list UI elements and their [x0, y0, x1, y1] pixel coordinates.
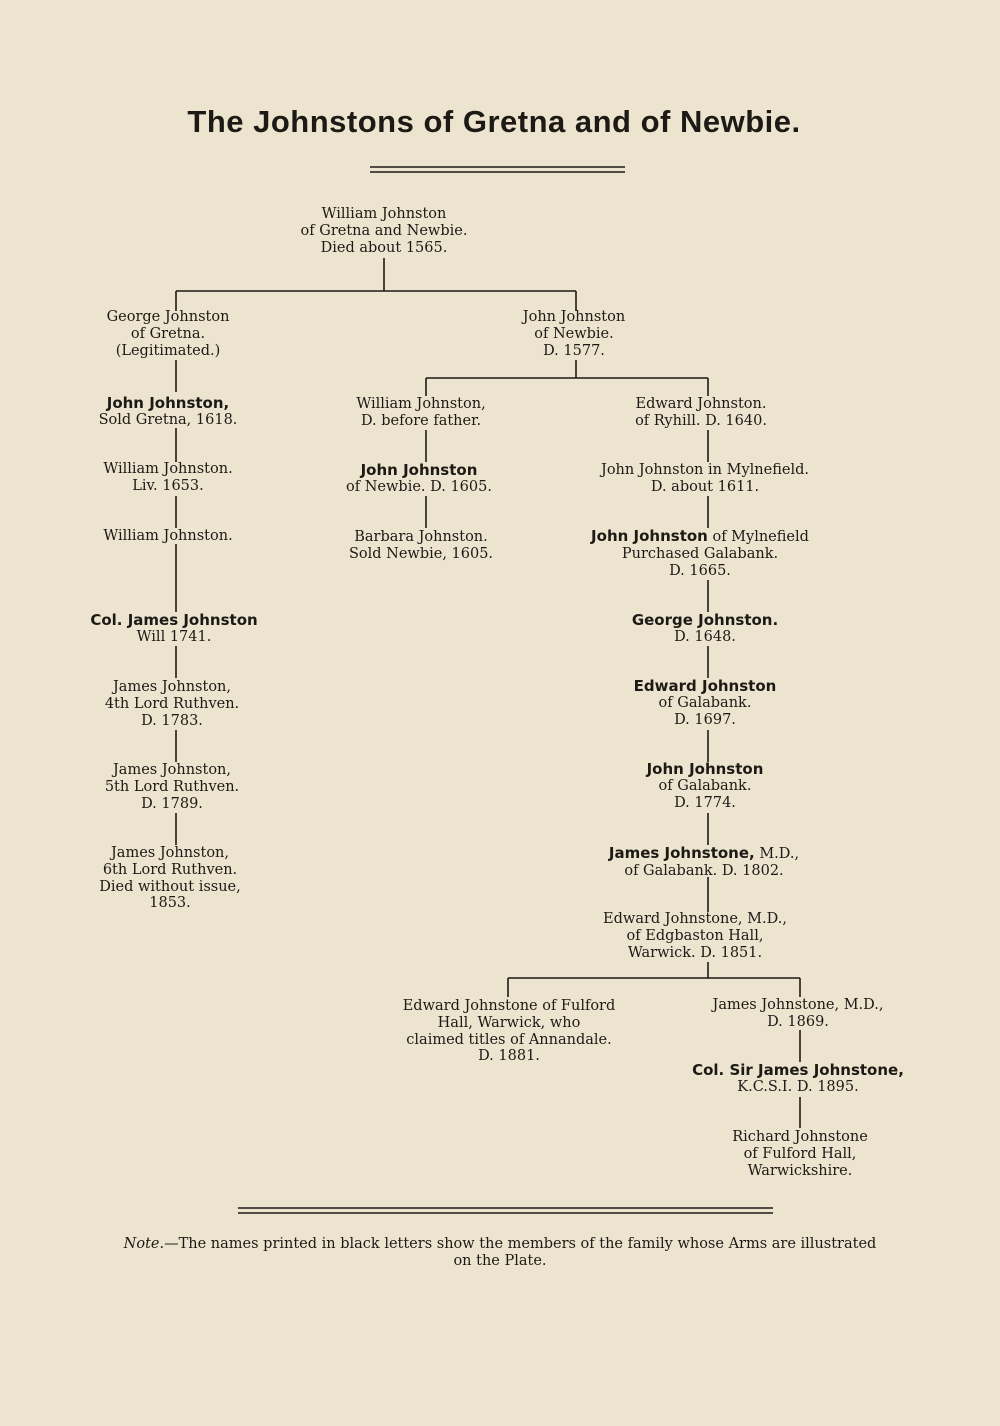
person-john-mylnefield-1665: John Johnston of Mylnefield Purchased Galabank. D. 1665.	[591, 527, 809, 579]
person-edward-ryhill: Edward Johnston. of Ryhill. D. 1640.	[635, 396, 767, 429]
person-edward-fulford: Edward Johnstone of Fulford Hall, Warwick, who claimed titles of Annandale. D. 1881.	[402, 998, 616, 1065]
person-edward-galabank: Edward Johnston of Galabank. D. 1697.	[633, 677, 777, 728]
page-title: The Johnstons of Gretna and of Newbie.	[187, 104, 801, 139]
person-george-gretna: George Johnston of Gretna. (Legitimated.)	[106, 309, 230, 359]
person-col-sir-james: Col. Sir James Johnstone, K.C.S.I. D. 1895.	[692, 1061, 904, 1095]
person-james-5th-lord: James Johnston, 5th Lord Ruthven. D. 1789.	[104, 762, 240, 812]
person-john-newbie-1577: John Johnston of Newbie. D. 1577.	[522, 309, 626, 359]
person-john-newbie-1605: John Johnston of Newbie. D. 1605.	[346, 461, 492, 495]
person-richard: Richard Johnstone of Fulford Hall, Warwickshire.	[732, 1129, 868, 1179]
person-barbara: Barbara Johnston. Sold Newbie, 1605.	[348, 529, 494, 562]
person-james-md-1869: James Johnstone, M.D., D. 1869.	[712, 997, 884, 1030]
person-john-sold-gretna: John Johnston, Sold Gretna, 1618.	[98, 394, 238, 428]
person-john-mylnefield-1611: John Johnston in Mylnefield. D. about 1611.	[601, 462, 809, 495]
person-george-1648: George Johnston. D. 1648.	[631, 611, 779, 645]
person-col-james: Col. James Johnston Will 1741.	[90, 611, 258, 645]
person-william-plain: William Johnston.	[103, 528, 233, 544]
person-william-before-father: William Johnston, D. before father.	[356, 396, 486, 429]
footnote-line-2: on the Plate.	[453, 1253, 547, 1269]
footnote-label: Note.	[123, 1236, 165, 1252]
person-john-galabank: John Johnston of Galabank. D. 1774.	[646, 760, 764, 811]
person-william-1565: William Johnston of Gretna and Newbie. Died about 1565.	[300, 206, 468, 256]
footnote-line-1: Note.—The names printed in black letters show the members of the family whose Arms are illustrated	[123, 1236, 877, 1252]
person-james-4th-lord: James Johnston, 4th Lord Ruthven. D. 1783.	[104, 679, 240, 729]
person-william-1653: William Johnston. Liv. 1653.	[103, 461, 233, 494]
footnote	[0, 1236, 1000, 1270]
person-james-md-galabank: James Johnstone, M.D., of Galabank. D. 1802.	[608, 844, 800, 879]
person-james-6th-lord: James Johnston, 6th Lord Ruthven. Died without issue, 1853.	[99, 845, 241, 912]
person-edward-edgbaston: Edward Johnstone, M.D., of Edgbaston Hall, Warwick. D. 1851.	[603, 911, 787, 961]
